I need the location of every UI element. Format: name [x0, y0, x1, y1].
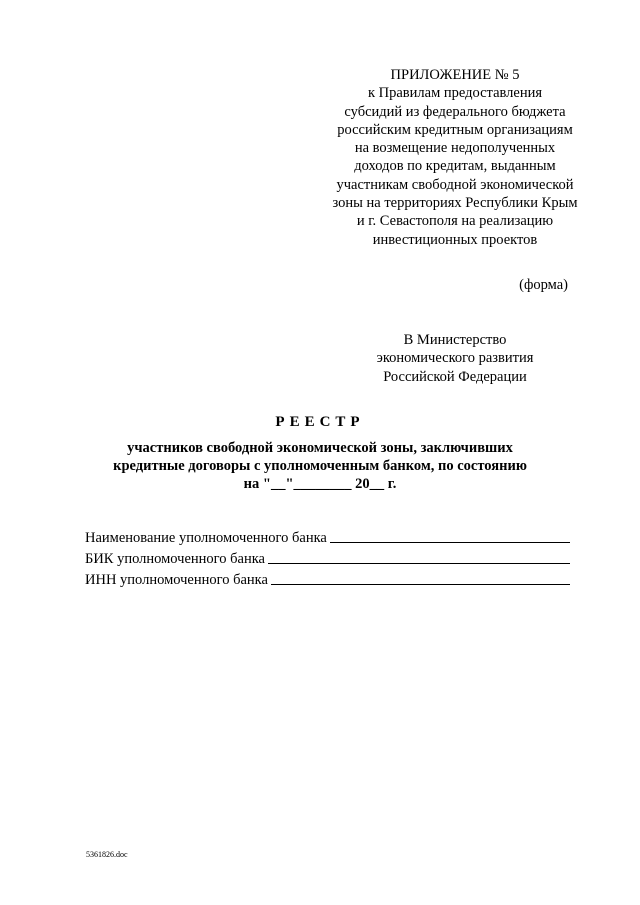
- appendix-line: участникам свободной экономической: [336, 176, 574, 193]
- appendix-title: ПРИЛОЖЕНИЕ № 5: [390, 67, 520, 83]
- bank-fields: [85, 526, 570, 589]
- document-reference: 5361826.doc: [86, 850, 128, 859]
- register-title: РЕЕСТР: [275, 414, 365, 430]
- appendix-header: [300, 66, 610, 249]
- appendix-line: к Правилам предоставления: [367, 85, 543, 102]
- recipient-line: Российской Федерации: [383, 368, 527, 385]
- register-subtitle-line: участников свободной экономической зоны, заключивших: [127, 440, 513, 456]
- recipient-line: экономического развития: [376, 350, 534, 367]
- bank-name-blank[interactable]: [330, 541, 570, 543]
- recipient-block: [330, 331, 580, 386]
- recipient-line: В Министерство: [403, 332, 507, 348]
- appendix-line: субсидий из федерального бюджета: [344, 103, 566, 120]
- appendix-line: инвестиционных проектов: [372, 231, 538, 248]
- inn-label: ИНН уполномоченного банка: [85, 572, 268, 588]
- bank-name-field[interactable]: [85, 526, 570, 547]
- appendix-line: зоны на территориях Республики Крым: [332, 195, 578, 212]
- bik-label: БИК уполномоченного банка: [85, 551, 265, 567]
- appendix-line: и г. Севастополя на реализацию: [356, 213, 554, 230]
- register-subtitle: [90, 439, 550, 493]
- appendix-line: доходов по кредитам, выданным: [354, 158, 556, 175]
- appendix-line: российским кредитным организациям: [337, 121, 573, 138]
- inn-blank[interactable]: [271, 583, 570, 585]
- appendix-line: на возмещение недополученных: [354, 140, 556, 157]
- register-subtitle-line: кредитные договоры с уполномоченным банком, по состоянию: [113, 458, 527, 474]
- bik-field[interactable]: [85, 547, 570, 568]
- form-label: (форма): [519, 277, 568, 293]
- inn-field[interactable]: [85, 568, 570, 589]
- bank-name-label: Наименование уполномоченного банка: [85, 530, 327, 546]
- register-date-line: на "__"________ 20__ г.: [243, 476, 397, 492]
- bik-blank[interactable]: [268, 562, 570, 564]
